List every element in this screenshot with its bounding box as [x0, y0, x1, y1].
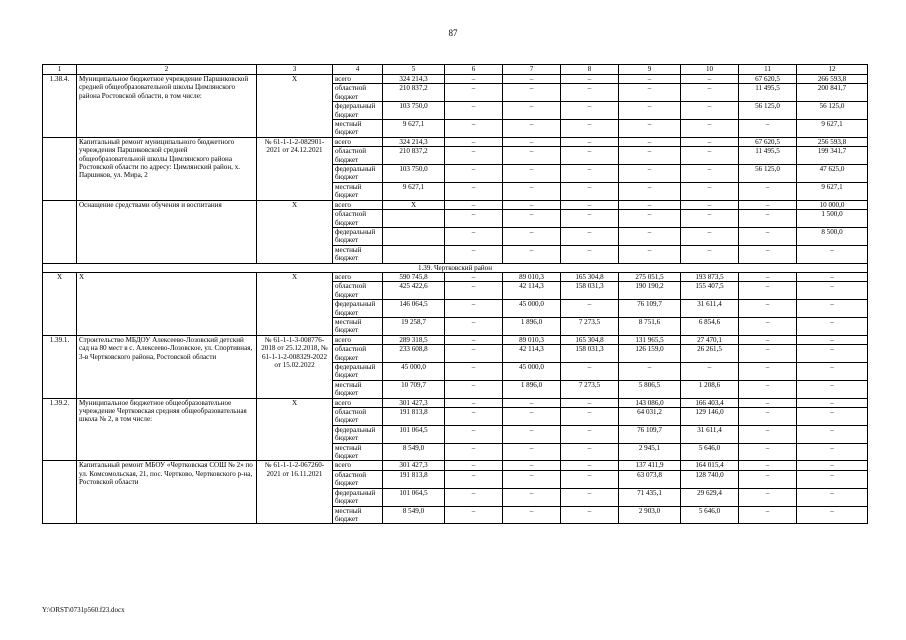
amount-cell: 11 495,5	[739, 147, 797, 165]
amount-cell: –	[739, 398, 797, 407]
amount-cell: Х	[383, 200, 445, 209]
amount-cell: –	[561, 75, 619, 84]
amount-cell: –	[797, 461, 868, 470]
amount-cell: –	[503, 84, 561, 102]
amount-cell: 6 854,6	[681, 317, 739, 335]
amount-cell: –	[797, 408, 868, 426]
object-name-cell: Х	[77, 272, 257, 335]
amount-cell: –	[445, 182, 503, 200]
table-row	[43, 200, 868, 209]
amount-cell: 7 273,5	[561, 317, 619, 335]
amount-cell: –	[503, 210, 561, 228]
amount-cell: –	[445, 425, 503, 443]
amount-cell: –	[445, 210, 503, 228]
funding-source-cell: местный бюджет	[333, 506, 383, 524]
amount-cell: 64 031,2	[619, 408, 681, 426]
amount-cell: –	[503, 425, 561, 443]
amount-cell: 29 629,4	[681, 488, 739, 506]
amount-cell: –	[797, 335, 868, 344]
amount-cell: 190 190,2	[619, 282, 681, 300]
amount-cell: –	[445, 84, 503, 102]
amount-cell: –	[445, 461, 503, 470]
amount-cell: –	[503, 227, 561, 245]
amount-cell: –	[503, 245, 561, 263]
amount-cell: 275 051,5	[619, 272, 681, 281]
amount-cell: 155 407,5	[681, 282, 739, 300]
object-name-cell: Муниципальное бюджетное учреждение Паршиковской средней общеобразовательной школы Цимлянского района Ростовской области, в том числе:	[77, 75, 257, 138]
approval-code-cell: Х	[257, 200, 333, 263]
funding-source-cell: федеральный бюджет	[333, 363, 383, 381]
amount-cell: –	[445, 272, 503, 281]
item-number-cell: Х	[43, 272, 77, 335]
amount-cell: –	[445, 227, 503, 245]
funding-source-cell: областной бюджет	[333, 210, 383, 228]
funding-source-cell: федеральный бюджет	[333, 425, 383, 443]
amount-cell: –	[797, 282, 868, 300]
amount-cell: –	[739, 425, 797, 443]
amount-cell	[383, 210, 445, 228]
object-name-cell: Оснащение средствами обучения и воспитания	[77, 200, 257, 263]
funding-source-cell: местный бюджет	[333, 120, 383, 138]
amount-cell: –	[797, 398, 868, 407]
amount-cell: –	[445, 470, 503, 488]
amount-cell: 191 813,8	[383, 470, 445, 488]
amount-cell: –	[619, 182, 681, 200]
amount-cell: –	[739, 461, 797, 470]
amount-cell: –	[739, 120, 797, 138]
amount-cell: –	[739, 335, 797, 344]
amount-cell: 1 896,0	[503, 317, 561, 335]
amount-cell: –	[561, 165, 619, 183]
funding-source-cell: областной бюджет	[333, 470, 383, 488]
amount-cell: –	[561, 398, 619, 407]
funding-source-cell: всего	[333, 335, 383, 344]
column-number-cell: 10	[681, 65, 739, 75]
amount-cell: –	[739, 272, 797, 281]
amount-cell: –	[445, 245, 503, 263]
funding-source-cell: местный бюджет	[333, 380, 383, 398]
funding-source-cell: всего	[333, 200, 383, 209]
amount-cell: 256 593,8	[797, 137, 868, 146]
amount-cell: –	[797, 245, 868, 263]
column-number-cell: 4	[333, 65, 383, 75]
amount-cell: 9 627,1	[383, 120, 445, 138]
amount-cell: 56 125,0	[797, 102, 868, 120]
amount-cell: –	[681, 147, 739, 165]
amount-cell: 425 422,6	[383, 282, 445, 300]
amount-cell	[383, 227, 445, 245]
column-number-cell: 7	[503, 65, 561, 75]
amount-cell: –	[681, 120, 739, 138]
amount-cell: 42 114,3	[503, 282, 561, 300]
column-number-cell: 11	[739, 65, 797, 75]
amount-cell: –	[561, 363, 619, 381]
column-number-row	[43, 65, 868, 75]
amount-cell: –	[445, 137, 503, 146]
amount-cell: –	[619, 102, 681, 120]
amount-cell: –	[503, 102, 561, 120]
amount-cell: 42 114,3	[503, 345, 561, 363]
amount-cell: 9 627,1	[797, 120, 868, 138]
amount-cell: –	[503, 182, 561, 200]
table-row	[43, 461, 868, 470]
item-number-cell	[43, 461, 77, 524]
amount-cell: 47 625,0	[797, 165, 868, 183]
amount-cell: –	[503, 165, 561, 183]
approval-code-cell: Х	[257, 75, 333, 138]
amount-cell: –	[797, 470, 868, 488]
amount-cell: –	[739, 506, 797, 524]
column-number-cell: 2	[77, 65, 257, 75]
amount-cell: –	[445, 345, 503, 363]
funding-source-cell: всего	[333, 398, 383, 407]
amount-cell: 27 470,1	[681, 335, 739, 344]
amount-cell: –	[445, 120, 503, 138]
amount-cell: 45 000,0	[503, 300, 561, 318]
amount-cell: –	[561, 120, 619, 138]
amount-cell: –	[739, 443, 797, 461]
amount-cell: –	[619, 200, 681, 209]
column-number-cell: 1	[43, 65, 77, 75]
amount-cell: –	[445, 165, 503, 183]
amount-cell: –	[681, 182, 739, 200]
approval-code-cell: Х	[257, 272, 333, 335]
item-number-cell	[43, 200, 77, 263]
amount-cell: 165 304,8	[561, 272, 619, 281]
amount-cell: –	[445, 408, 503, 426]
amount-cell: –	[503, 147, 561, 165]
object-name-cell: Капитальный ремонт муниципального бюджетного учреждения Паршиковской средней общеобразовательной школы Цимлянского района Ростовской области по адресу: Цимлянский район, х. Паршиков, ул. Мира, 2	[77, 137, 257, 200]
amount-cell: 67 620,5	[739, 75, 797, 84]
amount-cell: –	[561, 470, 619, 488]
section-title: 1.39. Чертковский район	[43, 263, 868, 272]
funding-source-cell: федеральный бюджет	[333, 165, 383, 183]
amount-cell: –	[739, 380, 797, 398]
amount-cell: 126 159,0	[619, 345, 681, 363]
amount-cell: –	[619, 227, 681, 245]
amount-cell: 191 813,8	[383, 408, 445, 426]
amount-cell: –	[561, 506, 619, 524]
amount-cell: –	[445, 335, 503, 344]
column-number-cell: 3	[257, 65, 333, 75]
amount-cell: –	[739, 345, 797, 363]
amount-cell: 103 750,0	[383, 102, 445, 120]
funding-source-cell: всего	[333, 137, 383, 146]
section-row	[43, 263, 868, 272]
amount-cell: –	[681, 363, 739, 381]
amount-cell: –	[681, 102, 739, 120]
amount-cell: –	[503, 137, 561, 146]
amount-cell: –	[739, 408, 797, 426]
amount-cell: –	[797, 488, 868, 506]
funding-source-cell: всего	[333, 75, 383, 84]
amount-cell: –	[561, 102, 619, 120]
amount-cell: 89 010,3	[503, 272, 561, 281]
amount-cell: –	[503, 443, 561, 461]
funding-source-cell: областной бюджет	[333, 84, 383, 102]
amount-cell: –	[503, 200, 561, 209]
amount-cell: –	[445, 147, 503, 165]
approval-code-cell: Х	[257, 398, 333, 461]
amount-cell: 158 031,3	[561, 345, 619, 363]
amount-cell: 89 010,3	[503, 335, 561, 344]
amount-cell: –	[561, 425, 619, 443]
amount-cell: 76 109,7	[619, 300, 681, 318]
amount-cell: 289 318,5	[383, 335, 445, 344]
amount-cell	[383, 245, 445, 263]
amount-cell: –	[797, 506, 868, 524]
funding-source-cell: областной бюджет	[333, 147, 383, 165]
table-row	[43, 137, 868, 146]
approval-code-cell: № 61-1-1-2-082901-2021 от 24.12.2021	[257, 137, 333, 200]
amount-cell: 129 146,0	[681, 408, 739, 426]
amount-cell: –	[797, 300, 868, 318]
amount-cell: 9 627,1	[383, 182, 445, 200]
amount-cell: –	[619, 210, 681, 228]
amount-cell: –	[561, 488, 619, 506]
amount-cell: –	[561, 147, 619, 165]
amount-cell: –	[503, 120, 561, 138]
table-row	[43, 335, 868, 344]
amount-cell: –	[739, 245, 797, 263]
budget-table	[42, 64, 868, 524]
funding-source-cell: всего	[333, 461, 383, 470]
amount-cell: –	[445, 102, 503, 120]
column-number-cell: 12	[797, 65, 868, 75]
amount-cell: –	[797, 443, 868, 461]
amount-cell: 324 214,3	[383, 137, 445, 146]
amount-cell: 63 073,8	[619, 470, 681, 488]
amount-cell: 1 208,6	[681, 380, 739, 398]
amount-cell: –	[561, 210, 619, 228]
amount-cell: –	[739, 282, 797, 300]
table-row	[43, 272, 868, 281]
funding-source-cell: всего	[333, 272, 383, 281]
amount-cell: –	[797, 272, 868, 281]
amount-cell: 210 837,2	[383, 84, 445, 102]
amount-cell: 76 109,7	[619, 425, 681, 443]
amount-cell: 101 064,5	[383, 488, 445, 506]
table-row	[43, 398, 868, 407]
amount-cell: 5 806,5	[619, 380, 681, 398]
column-number-cell: 9	[619, 65, 681, 75]
amount-cell: –	[797, 380, 868, 398]
funding-source-cell: местный бюджет	[333, 245, 383, 263]
amount-cell: –	[561, 227, 619, 245]
funding-source-cell: областной бюджет	[333, 345, 383, 363]
amount-cell: –	[445, 506, 503, 524]
amount-cell: –	[445, 363, 503, 381]
funding-source-cell: федеральный бюджет	[333, 300, 383, 318]
amount-cell: –	[503, 470, 561, 488]
amount-cell: –	[561, 461, 619, 470]
amount-cell: –	[445, 200, 503, 209]
table-row	[43, 75, 868, 84]
amount-cell: –	[445, 488, 503, 506]
amount-cell: –	[619, 137, 681, 146]
file-path-footer: Y:\ORST\0731p560.f23.docx	[42, 606, 125, 614]
amount-cell: –	[739, 227, 797, 245]
amount-cell: 67 620,5	[739, 137, 797, 146]
amount-cell: –	[445, 300, 503, 318]
amount-cell: –	[619, 120, 681, 138]
amount-cell: 166 403,4	[681, 398, 739, 407]
amount-cell: 45 000,0	[503, 363, 561, 381]
amount-cell: –	[561, 137, 619, 146]
amount-cell: –	[681, 227, 739, 245]
amount-cell: 137 411,9	[619, 461, 681, 470]
amount-cell: 146 064,5	[383, 300, 445, 318]
amount-cell: 165 304,8	[561, 335, 619, 344]
approval-code-cell: № 61-1-1-3-008776-2018 от 25.12.2018, № 61-1-1-2-008329-2022 от 15.02.2022	[257, 335, 333, 398]
amount-cell: –	[619, 75, 681, 84]
object-name-cell: Капитальный ремонт МБОУ «Чертковская СОШ № 2» по ул. Комсомольская, 21, пос. Чертково, Чертковского р-на, Ростовской области	[77, 461, 257, 524]
amount-cell: 11 495,5	[739, 84, 797, 102]
amount-cell: 5 646,0	[681, 443, 739, 461]
amount-cell: 2 945,1	[619, 443, 681, 461]
amount-cell: –	[619, 84, 681, 102]
amount-cell: 101 064,5	[383, 425, 445, 443]
amount-cell: 71 435,1	[619, 488, 681, 506]
amount-cell: –	[739, 488, 797, 506]
amount-cell: 10 000,0	[797, 200, 868, 209]
amount-cell: 1 500,0	[797, 210, 868, 228]
amount-cell: 5 646,0	[681, 506, 739, 524]
amount-cell: –	[739, 470, 797, 488]
amount-cell: –	[619, 245, 681, 263]
column-number-cell: 6	[445, 65, 503, 75]
amount-cell: 19 258,7	[383, 317, 445, 335]
amount-cell: –	[619, 147, 681, 165]
amount-cell: –	[445, 317, 503, 335]
amount-cell: –	[681, 210, 739, 228]
item-number-cell: 1.38.4.	[43, 75, 77, 138]
amount-cell: –	[619, 165, 681, 183]
amount-cell: –	[561, 443, 619, 461]
amount-cell: –	[681, 75, 739, 84]
amount-cell: –	[445, 380, 503, 398]
amount-cell: –	[503, 408, 561, 426]
amount-cell: –	[739, 317, 797, 335]
amount-cell: 10 709,7	[383, 380, 445, 398]
amount-cell: 8 751,6	[619, 317, 681, 335]
amount-cell: 210 837,2	[383, 147, 445, 165]
amount-cell: –	[561, 300, 619, 318]
amount-cell: 103 750,0	[383, 165, 445, 183]
amount-cell: 128 740,0	[681, 470, 739, 488]
amount-cell: –	[561, 200, 619, 209]
item-number-cell	[43, 137, 77, 200]
funding-source-cell: федеральный бюджет	[333, 488, 383, 506]
amount-cell: 9 627,1	[797, 182, 868, 200]
amount-cell: –	[503, 488, 561, 506]
amount-cell: –	[739, 200, 797, 209]
amount-cell: –	[797, 345, 868, 363]
amount-cell: –	[503, 506, 561, 524]
amount-cell: –	[739, 300, 797, 318]
amount-cell: 200 841,7	[797, 84, 868, 102]
amount-cell: –	[739, 210, 797, 228]
amount-cell: 45 000,0	[383, 363, 445, 381]
amount-cell: –	[561, 182, 619, 200]
amount-cell: 7 273,5	[561, 380, 619, 398]
amount-cell: –	[797, 363, 868, 381]
amount-cell: 31 611,4	[681, 425, 739, 443]
amount-cell: –	[445, 75, 503, 84]
approval-code-cell: № 61-1-1-2-067260-2021 от 16.11.2021	[257, 461, 333, 524]
amount-cell: 8 549,0	[383, 506, 445, 524]
amount-cell: 158 031,3	[561, 282, 619, 300]
funding-source-cell: федеральный бюджет	[333, 102, 383, 120]
amount-cell: 31 611,4	[681, 300, 739, 318]
amount-cell: 193 873,5	[681, 272, 739, 281]
amount-cell: –	[445, 398, 503, 407]
amount-cell: –	[503, 398, 561, 407]
amount-cell: 301 427,3	[383, 398, 445, 407]
column-number-cell: 8	[561, 65, 619, 75]
object-name-cell: Строительство МБДОУ Алексеево-Лозовский детский сад на 80 мест в с. Алексеево-Лозовское, ул. Спортивная, 3-в Чертковского района, Ростовской области	[77, 335, 257, 398]
item-number-cell: 1.39.2.	[43, 398, 77, 461]
amount-cell: 56 125,0	[739, 102, 797, 120]
amount-cell: 324 214,3	[383, 75, 445, 84]
amount-cell: 199 341,7	[797, 147, 868, 165]
amount-cell: 8 549,0	[383, 443, 445, 461]
amount-cell: –	[503, 461, 561, 470]
amount-cell: 164 015,4	[681, 461, 739, 470]
amount-cell: 1 896,0	[503, 380, 561, 398]
amount-cell: –	[619, 363, 681, 381]
amount-cell: –	[681, 200, 739, 209]
amount-cell: –	[561, 408, 619, 426]
amount-cell: 143 086,0	[619, 398, 681, 407]
column-number-cell: 5	[383, 65, 445, 75]
amount-cell: –	[681, 84, 739, 102]
amount-cell: 56 125,0	[739, 165, 797, 183]
amount-cell: –	[445, 282, 503, 300]
page-number: 87	[448, 28, 458, 38]
funding-source-cell: местный бюджет	[333, 182, 383, 200]
funding-source-cell: федеральный бюджет	[333, 227, 383, 245]
funding-source-cell: областной бюджет	[333, 282, 383, 300]
amount-cell: –	[739, 182, 797, 200]
amount-cell: 2 903,0	[619, 506, 681, 524]
funding-source-cell: местный бюджет	[333, 317, 383, 335]
funding-source-cell: областной бюджет	[333, 408, 383, 426]
amount-cell: 131 965,5	[619, 335, 681, 344]
object-name-cell: Муниципальное бюджетное общеобразовательное учреждение Чертковская средняя общеобразовательная школа № 2, в том числе:	[77, 398, 257, 461]
amount-cell: –	[681, 165, 739, 183]
amount-cell: 8 500,0	[797, 227, 868, 245]
amount-cell: 590 745,8	[383, 272, 445, 281]
amount-cell: 301 427,3	[383, 461, 445, 470]
amount-cell: 233 608,8	[383, 345, 445, 363]
amount-cell: 26 261,5	[681, 345, 739, 363]
amount-cell: –	[561, 245, 619, 263]
amount-cell: –	[797, 425, 868, 443]
amount-cell: 266 593,8	[797, 75, 868, 84]
amount-cell: –	[681, 245, 739, 263]
amount-cell: –	[503, 75, 561, 84]
amount-cell: –	[739, 363, 797, 381]
amount-cell: –	[445, 443, 503, 461]
item-number-cell: 1.39.1.	[43, 335, 77, 398]
funding-source-cell: местный бюджет	[333, 443, 383, 461]
amount-cell: –	[561, 84, 619, 102]
amount-cell: –	[797, 317, 868, 335]
amount-cell: –	[681, 137, 739, 146]
